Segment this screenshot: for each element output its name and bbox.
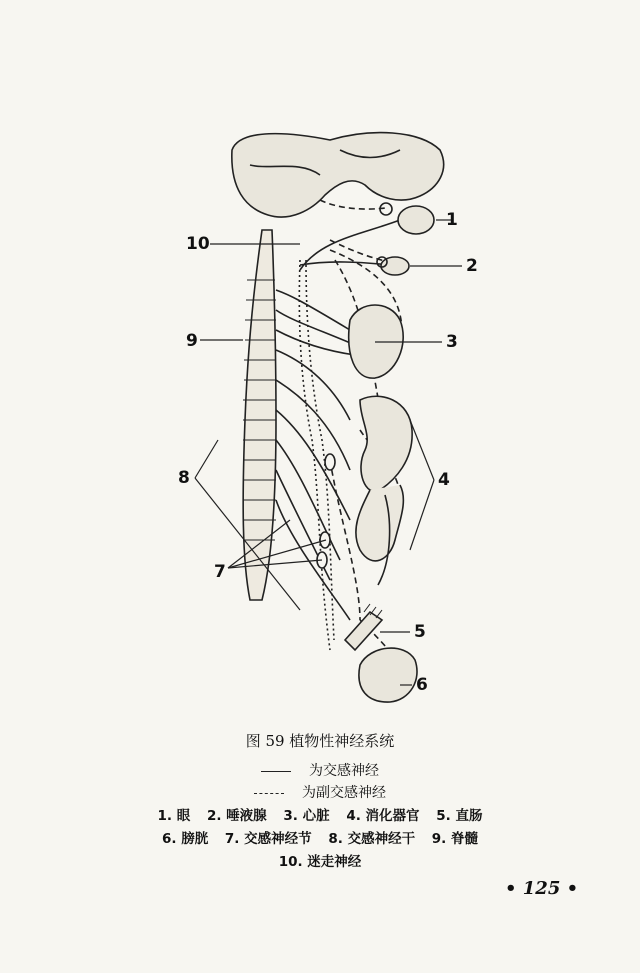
label-4: 4 [438, 470, 450, 490]
key-item: 4. 消化器官 [346, 808, 420, 824]
key-item: 6. 膀胱 [161, 831, 209, 847]
ganglion-drawing [325, 454, 335, 470]
legend-text: 为副交感神经 [302, 785, 386, 801]
key-row-2 [0, 833, 640, 847]
stomach-drawing [360, 396, 412, 491]
label-10: 10 [186, 234, 210, 254]
legend-parasympathetic [0, 786, 640, 800]
label-7: 7 [214, 562, 226, 582]
key-item: 2. 唾液腺 [206, 808, 267, 824]
legend-sympathetic [0, 764, 640, 778]
key-row-3 [0, 856, 640, 870]
brain-drawing [232, 133, 444, 217]
key-item: 9. 脊髓 [431, 831, 479, 847]
label-6: 6 [416, 675, 428, 695]
label-9: 9 [186, 331, 198, 351]
key-item: 8. 交感神经干 [328, 831, 416, 847]
solid-line-swatch [261, 771, 291, 772]
label-8: 8 [178, 468, 190, 488]
key-item: 5. 直肠 [436, 808, 483, 824]
figure-caption: 图 59 植物性神经系统 [245, 732, 395, 750]
key-item: 3. 心脏 [283, 808, 330, 824]
label-2: 2 [466, 256, 478, 276]
label-3: 3 [446, 332, 458, 352]
eye-drawing [398, 206, 434, 234]
key-item: 7. 交感神经节 [224, 831, 312, 847]
label-5: 5 [414, 622, 426, 642]
key-item: 10. 迷走神经 [278, 854, 362, 870]
dashed-line-swatch [254, 793, 284, 794]
bladder-drawing [359, 648, 417, 702]
page-number: • 125 • [505, 878, 579, 899]
label-1: 1 [446, 210, 458, 230]
intestine-drawing [356, 485, 404, 561]
legend-text: 为交感神经 [309, 763, 379, 779]
key-item: 1. 眼 [157, 808, 191, 824]
key-row-1 [0, 810, 640, 824]
